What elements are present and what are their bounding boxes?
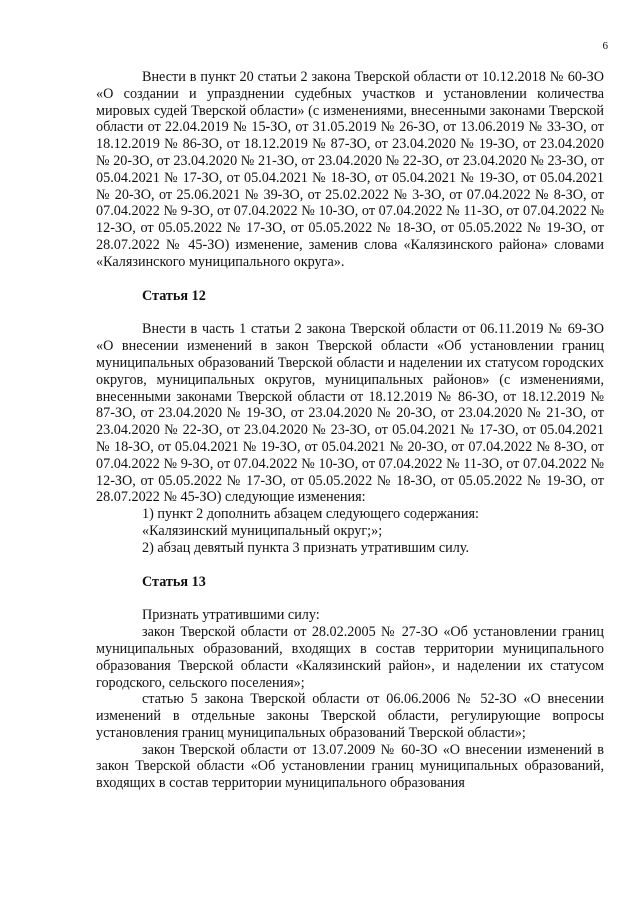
article-12-item: «Калязинский муниципальный округ;»; [142, 522, 383, 539]
article-12-heading: Статья 12 [142, 287, 206, 304]
spacer [96, 271, 604, 288]
article-13-heading: Статья 13 [142, 573, 206, 590]
page-number: 6 [602, 40, 608, 52]
article-12-item: 2) абзац девятый пункта 3 признать утратившим силу. [142, 539, 470, 556]
article-13-paragraph: закон Тверской области от 13.07.2009 № 60-ЗО «О внесении изменений в закон Тверской области «Об установлении границ муниципальных образований, входящих в состав территории муниципального образования [96, 741, 604, 792]
spacer [96, 590, 604, 607]
intro-paragraph: Внести в пункт 20 статьи 2 закона Тверской области от 10.12.2018 № 60-ЗО «О создании и упразднении судебных участков и установлении количества мировых судей Тверской области» (с изменениями, внесенными законами Тверской области от 22.04.2019 № 15-ЗО, от 31.05.2019 № 26-ЗО, от 13.06.2019 № 33-ЗО, от 18.12.2019 № 86-ЗО, от 18.12.2019 № 87-ЗО, от 23.04.2020 № 19-ЗО, от 23.04.2020 № 20-ЗО, от 23.04.2020 № 21-ЗО, от 23.04.2020 № 22-ЗО, от 23.04.2020 № 23-ЗО, от 05.04.2021 № 17-ЗО, от 05.04.2021 № 18-ЗО, от 05.04.2021 № 19-ЗО, от 05.04.2021 № 20-ЗО, от 25.06.2021 № 39-ЗО, от 25.02.2022 № 3-ЗО, от 07.04.2022 № 8-ЗО, от 07.04.2022 № 9-ЗО, от 07.04.2022 № 10-ЗО, от 07.04.2022 № 11-ЗО, от 07.04.2022 № 12-ЗО, от 05.05.2022 № 17-ЗО, от 05.05.2022 № 18-ЗО, от 05.05.2022 № 19-ЗО, от 28.07.2022 № 45-ЗО) изменение, заменив слова «Калязинского района» словами «Калязинского муниципального округа». [96, 69, 604, 270]
article-13-intro: Признать утратившими силу: [142, 607, 320, 624]
article-12-item: 1) пункт 2 дополнить абзацем следующего содержания: [142, 506, 479, 523]
article-12-paragraph: Внести в часть 1 статьи 2 закона Тверской области от 06.11.2019 № 69-ЗО «О внесении изменений в закон Тверской области «Об установлении границ муниципальных образований Тверской области и наделении их статусом городских округов, муниципальных округов, муниципальных районов» (с изменениями, внесенными законами Тверской области от 18.12.2019 № 86-ЗО, от 18.12.2019 № 87-ЗО, от 23.04.2020 № 19-ЗО, от 23.04.2020 № 20-ЗО, от 23.04.2020 № 21-ЗО, от 23.04.2020 № 22-ЗО, от 23.04.2020 № 23-ЗО, от 05.04.2021 № 17-ЗО, от 05.04.2021 № 18-ЗО, от 05.04.2021 № 19-ЗО, от 05.04.2021 № 20-ЗО, от 07.04.2022 № 8-ЗО, от 07.04.2022 № 9-ЗО, от 07.04.2022 № 10-ЗО, от 07.04.2022 № 11-ЗО, от 07.04.2022 № 12-ЗО, от 05.05.2022 № 17-ЗО, от 05.05.2022 № 18-ЗО, от 05.05.2022 № 19-ЗО, от 28.07.2022 № 45-ЗО) следующие изменения: [96, 321, 604, 506]
spacer [96, 557, 604, 574]
article-13-paragraph: статью 5 закона Тверской области от 06.06.2006 № 52-ЗО «О внесении изменений в отдельные законы Тверской области, регулирующие вопросы установления границ муниципальных образований Тверской области»; [96, 691, 604, 741]
spacer [96, 304, 604, 321]
article-13-paragraph: закон Тверской области от 28.02.2005 № 27-ЗО «Об установлении границ муниципальных образований, входящих в состав территории муниципального образования Тверской области «Калязинский район», и наделении их статусом городского, сельского поселения»; [96, 624, 604, 691]
